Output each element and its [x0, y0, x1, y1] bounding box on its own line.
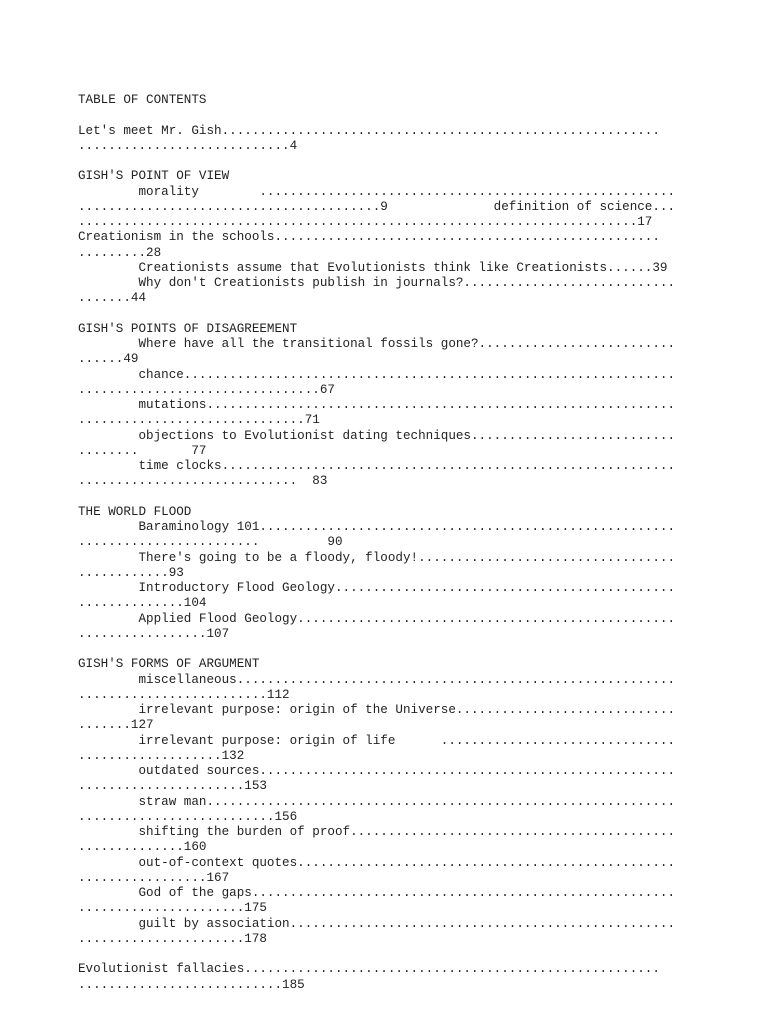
toc-line: GISH'S FORMS OF ARGUMENT	[78, 657, 260, 672]
toc-line: ......................175	[78, 901, 267, 916]
toc-line: GISH'S POINT OF VIEW	[78, 169, 230, 184]
toc-line: ............93	[78, 565, 184, 580]
toc-line: ............................. 83	[78, 474, 328, 489]
toc-line: time clocks............................................................	[78, 459, 676, 473]
toc-line: Why don't Creationists publish in journals?............................	[78, 276, 676, 290]
toc-line: ..............104	[78, 596, 207, 611]
toc-line: .......127	[78, 718, 154, 733]
toc-line: Applied Flood Geology..................................................	[78, 611, 676, 626]
toc-line: THE WORLD FLOOD	[78, 504, 192, 519]
toc-line: irrelevant purpose: origin of the Universe.............................	[78, 703, 676, 717]
toc-line: ......................153	[78, 779, 267, 794]
toc-line: There's going to be a floody, floody!..................................	[78, 550, 676, 565]
toc-line: .......44	[78, 291, 147, 306]
toc-line: chance.................................................................	[78, 367, 676, 382]
toc-line: out-of-context quotes..................................................	[78, 855, 676, 870]
toc-line: .........28	[78, 245, 162, 260]
blank-line	[78, 154, 690, 169]
toc-line: .........................112	[78, 687, 290, 702]
toc-line: ..........................................................................17	[78, 215, 653, 229]
toc-line: Evolutionist fallacies.......................................................	[78, 962, 660, 977]
page-title: TABLE OF CONTENTS	[78, 93, 207, 107]
toc-line: ..........................156	[78, 809, 298, 824]
blank-line	[78, 108, 690, 123]
toc-line: Introductory Flood Geology.............................................	[78, 581, 676, 595]
toc-line: Creationists assume that Evolutionists think like Creationists......39	[78, 260, 668, 275]
blank-line	[78, 947, 690, 962]
toc-line: ........................ 90	[78, 535, 343, 550]
toc-line: God of the gaps........................................................	[78, 886, 676, 900]
toc-line: ..............160	[78, 840, 207, 855]
toc-line: GISH'S POINTS OF DISAGREEMENT	[78, 321, 298, 336]
blank-line	[78, 642, 690, 657]
toc-line: ..............................71	[78, 413, 320, 428]
toc-line: .................107	[78, 626, 230, 641]
toc-line: mutations..............................................................	[78, 398, 676, 412]
document-page	[78, 93, 690, 993]
toc-line: straw man..............................................................	[78, 794, 676, 809]
toc-line: shifting the burden of proof...........................................	[78, 825, 676, 839]
toc-line: irrelevant purpose: origin of life ...............................	[78, 733, 676, 748]
toc-line: ............................4	[78, 138, 298, 153]
blank-line	[78, 490, 690, 505]
toc-line: Baraminology 101.......................................................	[78, 520, 676, 534]
toc-line: Creationism in the schools...................................................	[78, 230, 660, 245]
table-of-contents	[78, 108, 690, 993]
blank-line	[78, 307, 690, 322]
toc-line: miscellaneous..........................................................	[78, 672, 676, 687]
toc-line: ......49	[78, 352, 139, 367]
toc-line: ...........................185	[78, 977, 305, 992]
toc-line: objections to Evolutionist dating techniques...........................	[78, 428, 676, 443]
toc-line: Let's meet Mr. Gish..........................................................	[78, 123, 660, 138]
toc-line: .................167	[78, 870, 230, 885]
toc-line: guilt by association...................................................	[78, 916, 676, 931]
toc-line: ......................178	[78, 931, 267, 946]
toc-line: ...................132	[78, 748, 245, 763]
toc-line: ........ 77	[78, 443, 207, 458]
toc-line: ........................................9 definition of science...	[78, 199, 676, 214]
toc-line: outdated sources.......................................................	[78, 764, 676, 778]
toc-line: ................................67	[78, 382, 335, 397]
toc-line: morality .......................................................	[78, 184, 676, 199]
toc-line: Where have all the transitional fossils gone?..........................	[78, 337, 676, 351]
